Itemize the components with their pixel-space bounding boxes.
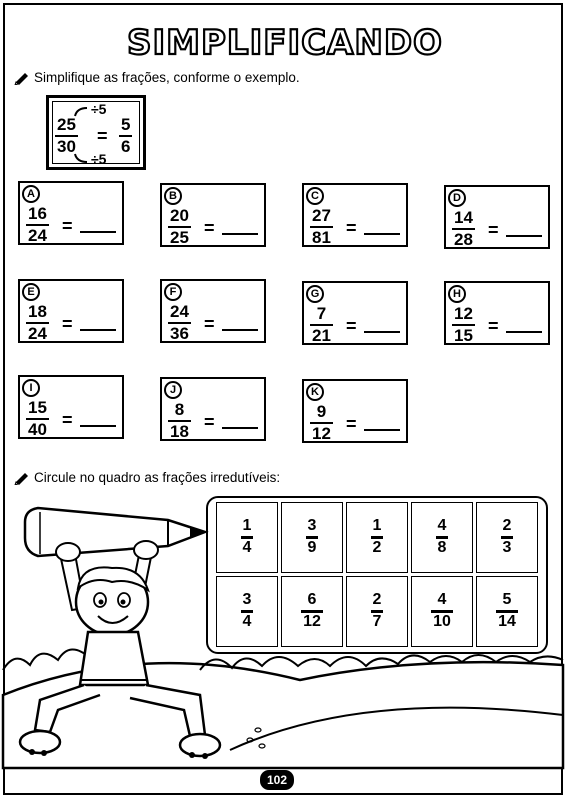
equals-sign: = — [204, 314, 215, 334]
example-fraction-original — [55, 116, 78, 156]
numerator: 3 — [242, 591, 252, 609]
equals-sign: = — [62, 410, 73, 430]
numerator: 14 — [454, 208, 473, 227]
exercise-box-b — [160, 183, 266, 247]
grid-fraction — [306, 518, 319, 556]
exercise-box-e — [18, 279, 124, 343]
fraction-cell[interactable] — [281, 502, 343, 573]
example-fraction-simplified — [119, 116, 132, 156]
exercise-letter: F — [164, 283, 182, 301]
numerator: 1 — [242, 517, 252, 535]
answer-blank[interactable] — [80, 425, 116, 427]
numerator: 24 — [170, 302, 189, 321]
grid-fraction — [301, 592, 323, 630]
page-title — [115, 18, 455, 62]
answer-blank[interactable] — [222, 427, 258, 429]
fraction-cell[interactable] — [411, 576, 473, 647]
numerator: 5 — [121, 115, 131, 134]
equals-sign: = — [488, 316, 499, 336]
grid-fraction — [436, 518, 449, 556]
numerator: 2 — [502, 517, 512, 535]
exercise-fraction — [26, 303, 49, 343]
numerator: 1 — [372, 517, 382, 535]
equals-sign: = — [204, 412, 215, 432]
fraction-cell[interactable] — [346, 576, 408, 647]
denominator: 2 — [372, 538, 382, 556]
exercise-letter: K — [306, 383, 324, 401]
grid-fraction — [431, 592, 453, 630]
example-equals: = — [97, 126, 108, 146]
exercise-box-a — [18, 181, 124, 245]
numerator: 27 — [312, 206, 331, 225]
answer-blank[interactable] — [364, 331, 400, 333]
fraction-cell[interactable] — [216, 576, 278, 647]
irreducible-fractions-table — [206, 496, 548, 654]
grid-fraction — [371, 518, 384, 556]
denominator: 21 — [312, 326, 331, 346]
numerator: 4 — [437, 517, 447, 535]
fraction-cell[interactable] — [346, 502, 408, 573]
numerator: 4 — [437, 591, 447, 609]
numerator: 7 — [316, 304, 327, 323]
denominator: 15 — [454, 326, 473, 346]
numerator: 12 — [454, 304, 473, 323]
exercise-fraction — [310, 207, 333, 247]
equals-sign: = — [62, 216, 73, 236]
denominator: 10 — [433, 612, 451, 630]
answer-blank[interactable] — [222, 233, 258, 235]
pencil-icon — [14, 71, 30, 85]
numerator: 5 — [502, 591, 512, 609]
exercise-fraction — [26, 205, 49, 245]
numerator: 16 — [28, 204, 47, 223]
answer-blank[interactable] — [364, 233, 400, 235]
numerator: 18 — [28, 302, 47, 321]
denominator: 9 — [307, 538, 317, 556]
exercise-letter: G — [306, 285, 324, 303]
denominator: 14 — [498, 612, 516, 630]
numerator: 15 — [28, 398, 47, 417]
fraction-cell[interactable] — [281, 576, 343, 647]
denominator: 30 — [57, 137, 76, 157]
denominator: 25 — [170, 228, 189, 248]
exercise-box-d — [444, 185, 550, 249]
grid-fraction — [241, 592, 254, 630]
exercise-letter: I — [22, 379, 40, 397]
exercise-fraction — [26, 399, 49, 439]
answer-blank[interactable] — [506, 235, 542, 237]
numerator: 2 — [372, 591, 382, 609]
grid-fraction — [371, 592, 384, 630]
fraction-cell[interactable] — [411, 502, 473, 573]
denominator: 4 — [242, 538, 252, 556]
denominator: 36 — [170, 324, 189, 344]
exercise-fraction — [452, 305, 475, 345]
exercise-letter: H — [448, 285, 466, 303]
equals-sign: = — [488, 220, 499, 240]
equals-sign: = — [204, 218, 215, 238]
exercise-letter: A — [22, 185, 40, 203]
denominator: 12 — [303, 612, 321, 630]
denominator: 28 — [454, 230, 473, 250]
grid-fraction — [241, 518, 254, 556]
numerator: 25 — [57, 115, 76, 134]
answer-blank[interactable] — [80, 329, 116, 331]
denominator: 7 — [372, 612, 382, 630]
exercise-fraction — [168, 303, 191, 343]
grid-fraction — [496, 592, 518, 630]
fraction-cell[interactable] — [476, 576, 538, 647]
exercise-box-i — [18, 375, 124, 439]
denominator: 81 — [312, 228, 331, 248]
denominator: 3 — [502, 538, 512, 556]
example-operator-bottom: ÷5 — [91, 151, 107, 167]
example-operator-top: ÷5 — [91, 101, 107, 117]
equals-sign: = — [62, 314, 73, 334]
instruction-circle — [14, 470, 280, 485]
instruction-simplify — [14, 70, 300, 85]
equals-sign: = — [346, 414, 357, 434]
answer-blank[interactable] — [364, 429, 400, 431]
denominator: 12 — [312, 424, 331, 444]
instruction-circle-text: Circule no quadro as frações irredutíveis: — [34, 470, 281, 485]
exercise-letter: E — [22, 283, 40, 301]
numerator: 20 — [170, 206, 189, 225]
exercise-box-c — [302, 183, 408, 247]
instruction-simplify-text: Simplifique as frações, conforme o exemplo. — [34, 70, 300, 85]
exercise-letter: C — [306, 187, 324, 205]
fraction-cell[interactable] — [216, 502, 278, 573]
exercise-box-f — [160, 279, 266, 343]
exercise-box-k — [302, 379, 408, 443]
equals-sign: = — [346, 316, 357, 336]
denominator: 6 — [121, 137, 131, 157]
denominator: 4 — [242, 612, 252, 630]
grid-fraction — [501, 518, 514, 556]
equals-sign: = — [346, 218, 357, 238]
exercise-fraction — [168, 207, 191, 247]
denominator: 24 — [28, 324, 47, 344]
exercise-fraction — [310, 305, 333, 345]
example-box — [46, 95, 146, 170]
exercise-letter: D — [448, 189, 466, 207]
denominator: 18 — [170, 422, 189, 442]
answer-blank[interactable] — [222, 329, 258, 331]
page-number: 102 — [260, 770, 294, 790]
exercise-fraction — [310, 403, 333, 443]
svg-text:SIMPLIFICANDO: SIMPLIFICANDO — [127, 23, 443, 62]
exercise-box-h — [444, 281, 550, 345]
exercise-letter: B — [164, 187, 182, 205]
numerator: 6 — [307, 591, 317, 609]
numerator: 8 — [174, 400, 185, 419]
numerator: 3 — [307, 517, 317, 535]
exercise-fraction — [452, 209, 475, 249]
denominator: 40 — [28, 420, 47, 440]
pencil-icon — [14, 471, 30, 485]
denominator: 8 — [437, 538, 447, 556]
exercise-box-g — [302, 281, 408, 345]
answer-blank[interactable] — [506, 331, 542, 333]
denominator: 24 — [28, 226, 47, 246]
numerator: 9 — [316, 402, 327, 421]
exercise-box-j — [160, 377, 266, 441]
exercise-fraction — [168, 401, 191, 441]
answer-blank[interactable] — [80, 231, 116, 233]
fraction-cell[interactable] — [476, 502, 538, 573]
exercise-letter: J — [164, 381, 182, 399]
